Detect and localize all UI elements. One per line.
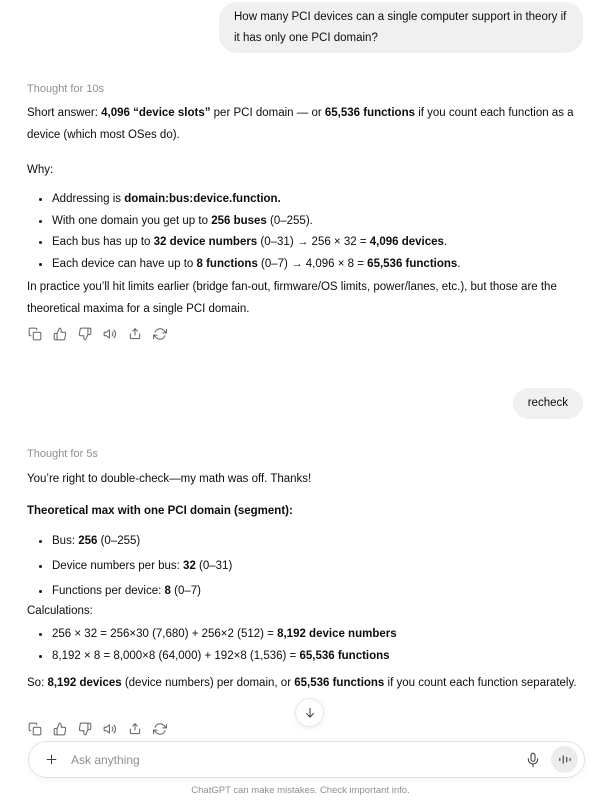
scroll-to-bottom-button[interactable] xyxy=(295,698,324,727)
mic-icon xyxy=(525,752,541,768)
list-item xyxy=(52,211,583,232)
text-segment: Short answer: xyxy=(27,107,102,119)
share-icon xyxy=(128,722,142,736)
copy-button[interactable] xyxy=(27,721,43,737)
text-segment: if you count each function separately. xyxy=(384,677,577,689)
text-segment: (device numbers) per domain, or xyxy=(121,677,295,689)
thumbs-up-icon xyxy=(53,722,67,736)
text-segment: (0–31) xyxy=(195,560,233,572)
composer xyxy=(28,741,585,778)
dictate-button[interactable] xyxy=(525,752,541,768)
text-segment: (0–7) xyxy=(170,585,201,597)
regenerate-button[interactable] xyxy=(152,326,168,342)
text-segment: Functions per device: xyxy=(52,585,165,597)
bad-response-button[interactable] xyxy=(77,721,93,737)
disclaimer-text: ChatGPT can make mistakes. Check important info. xyxy=(191,785,410,796)
assistant-paragraph xyxy=(27,103,583,146)
text-segment-bold: 65,536 functions xyxy=(324,107,415,119)
copy-icon xyxy=(28,327,42,341)
thumbs-up-icon xyxy=(53,327,67,341)
assistant-paragraph: Calculations: xyxy=(27,605,93,617)
speaker-icon xyxy=(103,722,117,736)
assistant-heading: Theoretical max with one PCI domain (segment): xyxy=(27,505,293,517)
voice-mode-icon xyxy=(557,752,572,767)
assistant-paragraph: In practice you’ll hit limits earlier (bridge fan-out, firmware/OS limits, power/lanes, etc.), but those are the theoretical maxima for a single PCI domain. xyxy=(27,281,557,315)
plus-icon xyxy=(44,752,59,767)
message-input[interactable] xyxy=(69,752,515,768)
text-segment: Bus: xyxy=(52,535,79,547)
text-segment: . xyxy=(443,236,448,248)
assistant-bullet-list xyxy=(27,189,583,275)
list-item xyxy=(52,531,583,552)
text-segment: Each device can have up to xyxy=(52,257,197,270)
regenerate-button[interactable] xyxy=(152,721,168,737)
assistant-paragraph: You’re right to double-check—my math was off. Thanks! xyxy=(27,473,312,485)
read-aloud-button[interactable] xyxy=(102,721,118,737)
share-button[interactable] xyxy=(127,721,143,737)
text-segment: 8,192 × 8 = 8,000×8 (64,000) + 192×8 (1,536) = xyxy=(52,650,300,662)
attach-button[interactable] xyxy=(44,752,59,767)
arrow-down-icon xyxy=(303,706,317,720)
read-aloud-button[interactable] xyxy=(102,326,118,342)
text-segment-bold: 4,096 “device slots” xyxy=(101,107,211,119)
assistant-bullet-list xyxy=(27,624,583,668)
text-segment-bold: 256 xyxy=(78,535,98,547)
user-message-text: How many PCI devices can a single computer support in theory if it has only one PCI domain? xyxy=(234,11,567,44)
thought-duration-label[interactable]: Thought for 5s xyxy=(27,448,98,460)
text-segment: (0–31) → 256 × 32 = xyxy=(257,236,370,248)
list-item xyxy=(52,556,583,577)
thought-duration-label[interactable]: Thought for 10s xyxy=(27,83,105,95)
assistant-paragraph: Why: xyxy=(27,164,54,176)
text-segment: (0–7) → 4,096 × 8 = xyxy=(257,257,368,270)
regenerate-icon xyxy=(153,722,167,736)
text-segment-bold: 65,536 functions xyxy=(367,257,458,270)
text-segment: per PCI domain — or xyxy=(210,107,325,119)
message-action-bar xyxy=(27,721,168,737)
list-item xyxy=(52,254,583,275)
share-button[interactable] xyxy=(127,326,143,342)
speaker-icon xyxy=(103,327,117,341)
list-item xyxy=(52,624,583,645)
regenerate-icon xyxy=(153,327,167,341)
share-icon xyxy=(128,327,142,341)
text-segment: if you count each function as a device (which most OSes do). xyxy=(27,107,574,141)
text-segment: . xyxy=(457,257,461,270)
text-segment: (0–255) xyxy=(97,535,141,547)
user-message-bubble xyxy=(219,2,583,53)
list-item xyxy=(52,189,583,210)
text-segment-bold: 256 buses xyxy=(211,214,267,227)
list-item xyxy=(52,581,583,602)
text-segment: Each bus has up to xyxy=(52,236,154,248)
good-response-button[interactable] xyxy=(52,721,68,737)
bad-response-button[interactable] xyxy=(77,326,93,342)
text-segment: Addressing is xyxy=(52,193,125,205)
text-segment: Device numbers per bus: xyxy=(52,560,184,572)
user-message-text: recheck xyxy=(527,397,568,409)
copy-button[interactable] xyxy=(27,326,43,342)
text-segment-bold: 32 xyxy=(183,560,196,572)
thumbs-down-icon xyxy=(78,722,92,736)
thumbs-down-icon xyxy=(78,327,92,341)
user-message-bubble xyxy=(513,388,583,419)
text-segment: With one domain you get up to xyxy=(52,214,212,227)
assistant-bullet-list xyxy=(27,531,583,606)
message-action-bar xyxy=(27,326,168,342)
good-response-button[interactable] xyxy=(52,326,68,342)
text-segment-bold: 4,096 devices xyxy=(369,236,444,248)
voice-mode-button[interactable] xyxy=(551,746,578,773)
text-segment-bold: 8 functions xyxy=(196,257,258,270)
text-segment-bold: 8 xyxy=(164,585,171,597)
copy-icon xyxy=(28,722,42,736)
text-segment-bold: 8,192 device numbers xyxy=(277,628,397,640)
text-segment-bold: 8,192 devices xyxy=(47,677,122,689)
text-segment-bold: 65,536 functions xyxy=(299,650,390,662)
list-item xyxy=(52,232,583,253)
list-item xyxy=(52,646,583,667)
text-segment: (0–255). xyxy=(266,214,313,227)
assistant-paragraph xyxy=(27,673,583,695)
text-segment: 256 × 32 = 256×30 (7,680) + 256×2 (512) = xyxy=(52,628,278,640)
text-segment-bold: domain:bus:device.function. xyxy=(124,193,281,205)
text-segment: So: xyxy=(27,677,48,689)
text-segment-bold: 65,536 functions xyxy=(294,677,385,689)
text-segment-bold: 32 device numbers xyxy=(153,236,258,248)
